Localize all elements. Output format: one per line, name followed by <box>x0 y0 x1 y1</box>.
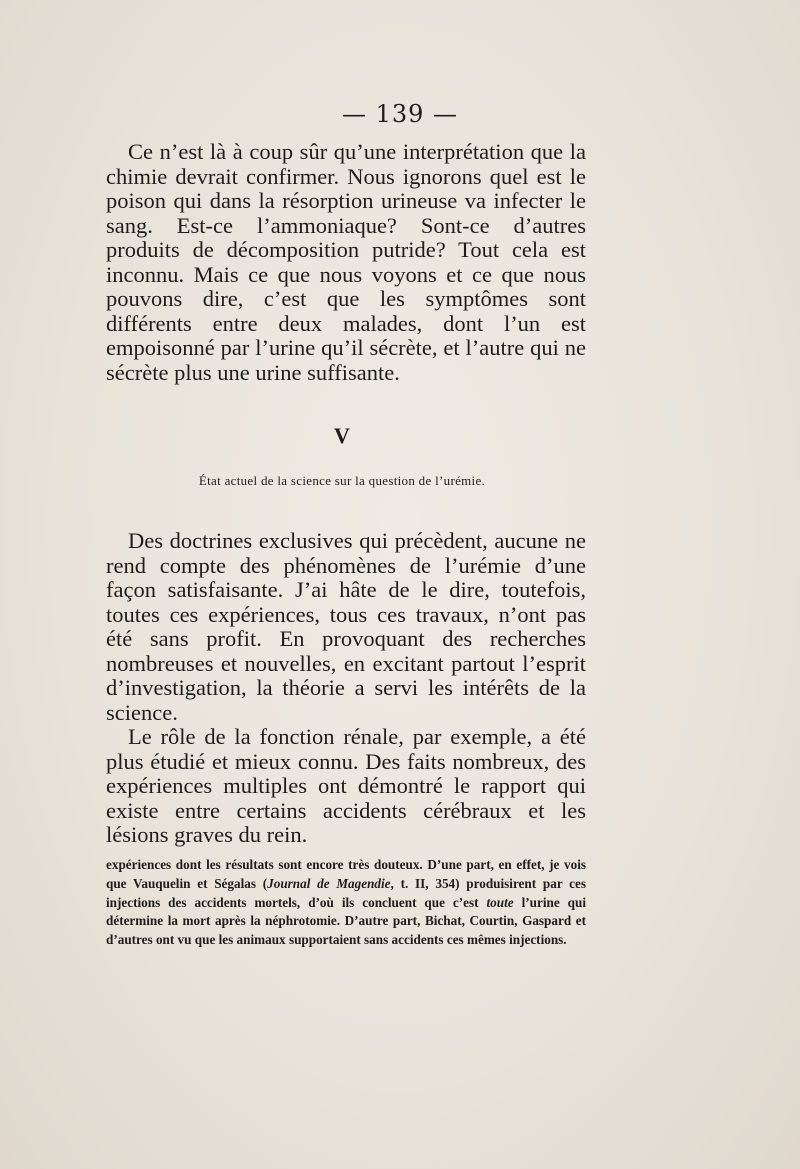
paragraph-2-text: Des doctrines exclusives qui précèdent, aucune ne rend compte des phénomènes de l’urémie d’une façon satisfaisante. J’ai hâte de le dire, toutefois, toutes ces expériences, tous ces travaux, n’ont pas été sans profit. En provoquant des recherches nombreuses et nouvelles, en excitant partout l’esprit d’investigation, la théorie a servi les intérêts de la science. <box>106 528 586 725</box>
paragraph-3-text: Le rôle de la fonction rénale, par exemple, a été plus étudié et mieux connu. Des faits nombreux, des expériences multiples ont démontré le rapport qui existe entre certains accidents cérébraux et les lésions graves du rein. <box>106 724 586 847</box>
footnote-part-3: l’urine qui détermine la mort après la néphrotomie. D’autre part, Bichat, Courtin, Gaspard et d’autres ont vu que les animaux supportaient sans accidents ces mêmes injections. <box>106 894 586 948</box>
paragraph-1 <box>106 140 586 385</box>
footnote <box>106 856 586 950</box>
section-body <box>106 529 586 848</box>
footnote-emphasis: toute <box>486 894 514 910</box>
paragraph-1-text: Ce n’est là à coup sûr qu’une interprétation que la chimie devrait confirmer. Nous ignorons quel est le poison qui dans la résorption urineuse va infecter le sang. Est-ce l’ammoniaque? Sont-ce d’autres produits de décomposition putride? Tout cela est inconnu. Mais ce que nous voyons et ce que nous pouvons dire, c’est que les symptômes sont différents entre deux malades, dont l’un est empoisonné par l’urine qu’il sécrète, et l’autre qui ne sécrète plus une urine suffisante. <box>106 139 586 385</box>
footnote-part-2: , t. II, 354) produisirent par ces injections des accidents mortels, d’où ils concluent que c’est <box>106 875 587 910</box>
footnote-part-1: expériences dont les résultats sont encore très douteux. D’une part, en effet, je vois que Vauquelin et Ségalas ( <box>106 857 586 891</box>
section-title: État actuel de la science sur la question de l’urémie. <box>198 473 486 488</box>
section-number: V <box>334 423 350 448</box>
footnote-journal: Journal de Magendie <box>267 875 391 891</box>
page-number: — 139 — <box>341 100 459 128</box>
